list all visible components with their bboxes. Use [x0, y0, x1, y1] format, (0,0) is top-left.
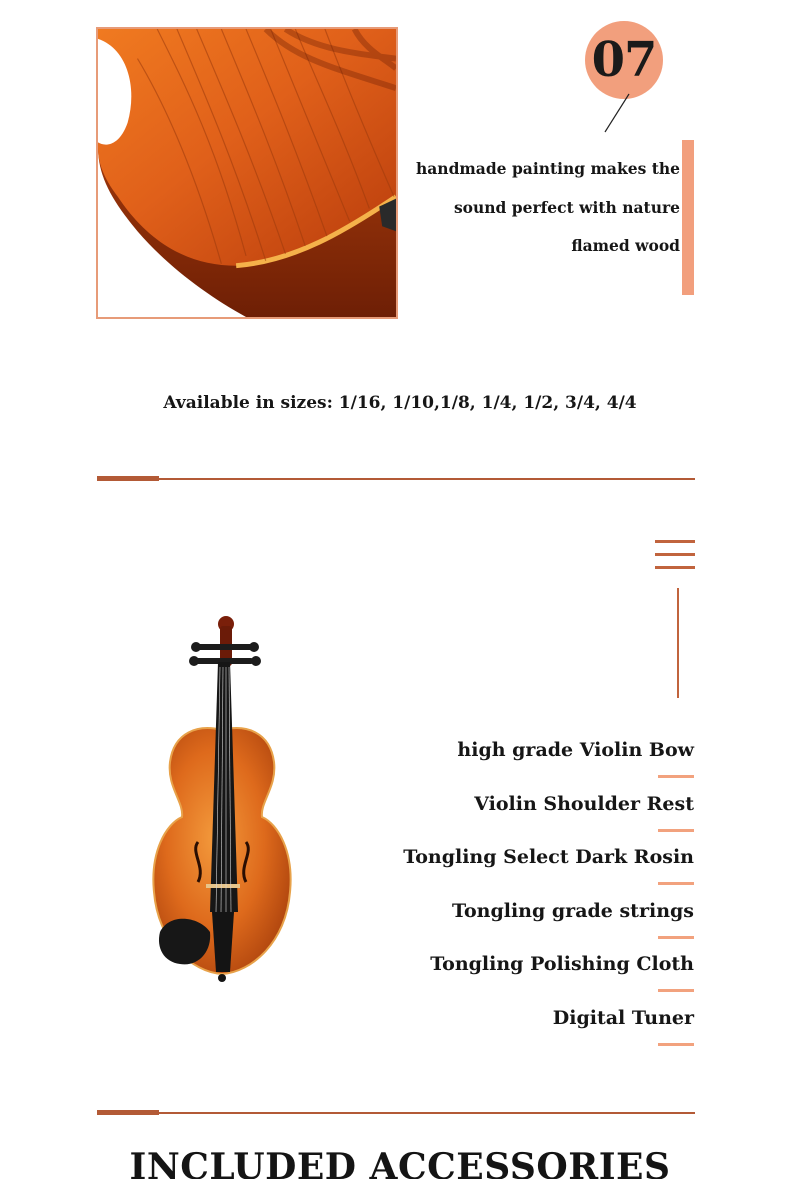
- list-item: [374, 790, 694, 844]
- item-underline: [658, 775, 694, 778]
- accessory-label: Tongling Polishing Cloth: [430, 953, 694, 975]
- list-item: [374, 1004, 694, 1058]
- accessory-label: Violin Shoulder Rest: [474, 792, 694, 815]
- accent-side-bar: [682, 140, 694, 295]
- accessory-label: high grade Violin Bow: [457, 739, 694, 761]
- feature-description: [400, 150, 680, 266]
- list-item: [374, 843, 694, 897]
- item-underline: [658, 882, 694, 885]
- item-underline: [658, 1043, 694, 1046]
- list-item: [374, 736, 694, 790]
- wood-closeup-photo: [96, 27, 398, 319]
- violin-image: [140, 612, 305, 997]
- feature-line: handmade painting makes the: [415, 159, 680, 178]
- feature-number-badge: 07: [585, 21, 663, 99]
- vertical-accent-line: [677, 588, 679, 698]
- list-item: [374, 897, 694, 951]
- available-sizes: Available in sizes: 1/16, 1/10,1/8, 1/4, 1/2, 3/4, 4/4: [163, 393, 637, 413]
- item-underline: [658, 829, 694, 832]
- section-divider: [97, 1112, 695, 1114]
- item-underline: [658, 936, 694, 939]
- badge-pointer-line: [598, 92, 638, 136]
- accessory-label: Digital Tuner: [552, 1006, 694, 1029]
- menu-icon: [655, 540, 695, 570]
- list-item: [374, 950, 694, 1004]
- section-divider: [97, 478, 695, 480]
- feature-line: flamed wood: [571, 236, 680, 255]
- accessory-label: Tongling Select Dark Rosin: [403, 846, 694, 868]
- item-underline: [658, 989, 694, 992]
- accessory-label: Tongling grade strings: [452, 899, 694, 922]
- feature-line: sound perfect with nature: [453, 197, 680, 217]
- accessories-list: [374, 736, 694, 1057]
- section-title: INCLUDED ACCESSORIES: [129, 1146, 671, 1179]
